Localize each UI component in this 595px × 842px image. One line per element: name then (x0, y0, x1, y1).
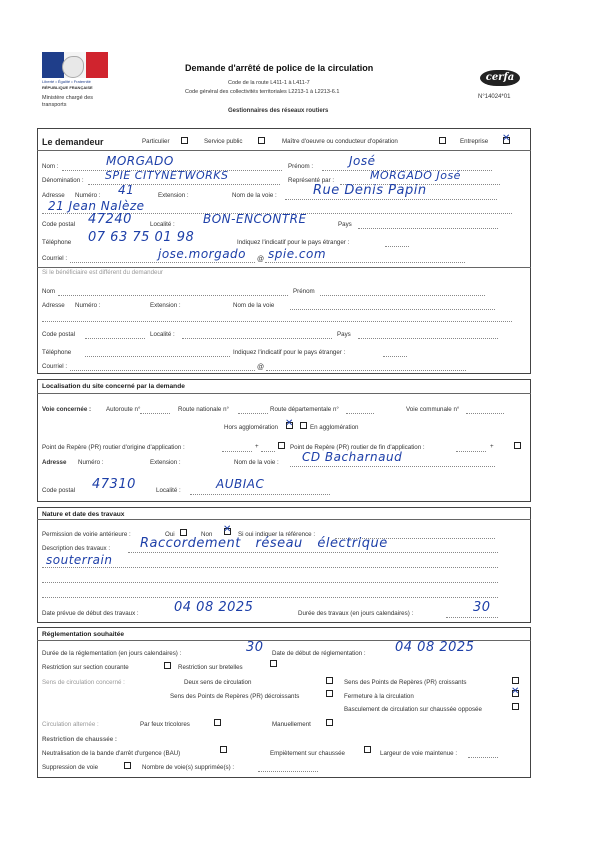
voie-communale-label: Voie communale n° (406, 406, 460, 413)
benef-numero-label: Numéro : (75, 302, 101, 309)
restriction-bretelles-label: Restriction sur bretelles (178, 664, 243, 671)
type-entreprise-checkbox[interactable] (503, 137, 510, 144)
duree-reglementation-value[interactable]: 30 (246, 640, 264, 655)
adresse-suite-value[interactable]: 21 Jean Nalèze (48, 199, 145, 213)
adresse-label: Adresse (42, 192, 65, 199)
tel-label: Téléphone (42, 239, 72, 246)
nom-label: Nom : (42, 163, 59, 170)
loc-cp-value[interactable]: 47310 (92, 477, 136, 492)
fermeture-label: Fermeture à la circulation (344, 693, 414, 700)
loc-localite-value[interactable]: AUBIAC (216, 477, 265, 491)
denomination-label: Dénomination : (42, 177, 84, 184)
duree-travaux-value[interactable]: 30 (473, 600, 491, 615)
pr-decroissants-label: Sens des Points de Repères (PR) décroissants (170, 693, 300, 700)
email-user-value[interactable]: jose.morgado (158, 247, 247, 261)
indicatif-label: Indiquez l'indicatif pour le pays étranger : (237, 239, 350, 246)
loc-adresse-label: Adresse (42, 459, 67, 466)
type-particulier-label: Particulier (142, 138, 170, 145)
benef-nom-label: Nom (42, 288, 56, 295)
description-value-1[interactable]: Raccordement réseau électrique (140, 536, 388, 551)
benef-courriel-label: Courriel : (42, 363, 68, 370)
marianne-logo (42, 52, 108, 78)
deux-sens-label: Deux sens de circulation (184, 679, 252, 686)
localite-value[interactable]: BON-ENCONTRE (203, 212, 307, 226)
restriction-bretelles-checkbox[interactable] (270, 660, 277, 667)
pr-origine-plus: + (255, 443, 259, 450)
cerfa-number: N°14024*01 (478, 94, 511, 100)
nom-value[interactable]: MORGADO (106, 154, 174, 168)
benef-extension-label: Extension : (150, 302, 181, 309)
restriction-chaussee-label: Restriction de chaussée : (42, 736, 117, 743)
benef-pays-label: Pays (337, 331, 351, 338)
pr-decroissants-checkbox[interactable] (326, 690, 333, 697)
ministry-label: Ministère chargé des transports (42, 95, 94, 109)
fermeture-checkbox[interactable] (512, 690, 519, 697)
benef-at-label: @ (257, 364, 265, 371)
en-agglo-checkbox[interactable] (300, 422, 307, 429)
en-agglo-label: En agglomération (310, 424, 359, 431)
date-reglementation-value[interactable]: 04 08 2025 (395, 640, 475, 655)
permission-non-label: Non (201, 531, 213, 538)
prenom-label: Prénom : (288, 163, 314, 170)
pr-fin-plus: + (490, 443, 494, 450)
manuellement-label: Manuellement (272, 721, 311, 728)
at-label: @ (257, 256, 265, 263)
feux-checkbox[interactable] (214, 719, 221, 726)
denomination-value[interactable]: SPIE CITYNETWORKS (105, 169, 229, 182)
type-particulier-checkbox[interactable] (181, 137, 188, 144)
description-label: Description des travaux : (42, 545, 111, 552)
type-entreprise-label: Entreprise (460, 138, 489, 145)
loc-extension-label: Extension : (150, 459, 181, 466)
date-reglementation-label: Date de début de réglementation : (272, 650, 366, 657)
benef-indicatif-label: Indiquez l'indicatif pour le pays étranger : (233, 349, 346, 356)
pays-label: Pays (338, 221, 352, 228)
pr-croissants-label: Sens des Points de Repères (PR) croissants (344, 679, 467, 686)
hors-agglo-label: Hors agglomération (224, 424, 278, 431)
route-nationale-label: Route nationale n° (178, 406, 229, 413)
cp-value[interactable]: 47240 (88, 212, 132, 227)
route-departementale-label: Route départementale n° (270, 406, 339, 413)
date-debut-travaux-label: Date prévue de début des travaux : (42, 610, 139, 617)
deux-sens-checkbox[interactable] (326, 677, 333, 684)
type-maitre-oeuvre-checkbox[interactable] (439, 137, 446, 144)
empietement-checkbox[interactable] (364, 746, 371, 753)
restriction-courante-label: Restriction sur section courante (42, 664, 129, 671)
email-domain-value[interactable]: spie.com (268, 247, 327, 261)
demandeur-title: Le demandeur (42, 137, 104, 147)
largeur-label: Largeur de voie maintenue : (380, 750, 458, 757)
pr-origine-label: Point de Repère (PR) routier d'origine d'application : (42, 444, 185, 451)
duree-reglementation-label: Durée de la réglementation (en jours calendaires) : (42, 650, 182, 657)
cp-label: Code postal (42, 221, 76, 228)
represente-label: Représenté par : (288, 177, 335, 184)
loc-numero-label: Numéro : (78, 459, 104, 466)
benef-localite-label: Localité : (150, 331, 175, 338)
suppression-checkbox[interactable] (124, 762, 131, 769)
loc-voie-label: Nom de la voie : (234, 459, 279, 466)
empietement-label: Empiètement sur chaussée (270, 750, 345, 757)
description-value-2[interactable]: souterrain (46, 553, 113, 567)
form-subtitle: Gestionnaires des réseaux routiers (228, 108, 329, 114)
type-service-public-label: Service public (204, 138, 243, 145)
benef-tel-label: Téléphone (42, 349, 72, 356)
pr-croissants-checkbox[interactable] (512, 677, 519, 684)
sens-label: Sens de circulation concerné : (42, 679, 125, 686)
permission-oui-label: Oui (165, 531, 175, 538)
localisation-title: Localisation du site concerné par la demande (42, 383, 185, 390)
pr-origine-checkbox[interactable] (278, 442, 285, 449)
reference-label: Si oui indiquer la référence : (238, 531, 316, 538)
benef-cp-label: Code postal (42, 331, 76, 338)
voie-label: Nom de la voie : (232, 192, 277, 199)
basculement-checkbox[interactable] (512, 703, 519, 710)
type-service-public-checkbox[interactable] (258, 137, 265, 144)
hors-agglo-checkbox[interactable] (286, 422, 293, 429)
marianne-motto: Liberté • Égalité • Fraternité (42, 79, 91, 84)
numero-value[interactable]: 41 (118, 183, 135, 197)
prenom-value[interactable]: José (349, 154, 376, 168)
permission-label: Permission de voirie antérieure : (42, 531, 131, 538)
restriction-courante-checkbox[interactable] (164, 662, 171, 669)
courriel-label: Courriel : (42, 255, 68, 262)
reglementation-title: Réglementation souhaitée (42, 631, 125, 638)
basculement-label: Basculement de circulation sur chaussée opposée (344, 706, 482, 713)
cerfa-logo: cerfa (480, 70, 520, 86)
benef-voie-label: Nom de la voie (233, 302, 275, 309)
code-route: Code de la route L411-1 à L411-7 (228, 80, 310, 86)
benef-adresse-label: Adresse (42, 302, 65, 309)
permission-non-checkbox[interactable] (224, 528, 231, 535)
pr-fin-checkbox[interactable] (514, 442, 521, 449)
extension-label: Extension : (158, 192, 189, 199)
nombre-label: Nombre de voie(s) supprimée(s) : (142, 764, 235, 771)
numero-label: Numéro : (75, 192, 101, 199)
beneficiaire-title: Si le bénéficiaire est différent du demandeur (42, 269, 163, 276)
duree-travaux-label: Durée des travaux (en jours calendaires) : (298, 610, 414, 617)
neutralisation-label: Neutralisation de la bande d'arrêt d'urgence (BAU) (42, 750, 181, 757)
type-maitre-oeuvre-label: Maître d'oeuvre ou conducteur d'opération (282, 138, 398, 145)
form-title: Demande d'arrêté de police de la circulation (185, 63, 374, 73)
loc-cp-label: Code postal (42, 487, 76, 494)
represente-value[interactable]: MORGADO José (370, 169, 461, 182)
benef-prenom-label: Prénom (293, 288, 315, 295)
manuellement-checkbox[interactable] (326, 719, 333, 726)
localite-label: Localité : (150, 221, 175, 228)
loc-localite-label: Localité : (156, 487, 181, 494)
suppression-label: Suppression de voie (42, 764, 99, 771)
code-collectivites: Code général des collectivités territoriales L2213-1 à L2213-6.1 (185, 89, 340, 95)
voie-concernee-label: Voie concernée : (42, 406, 92, 413)
date-debut-travaux-value[interactable]: 04 08 2025 (174, 600, 254, 615)
loc-voie-value[interactable]: CD Bacharnaud (302, 450, 403, 464)
pr-fin-label: Point de Repère (PR) routier de fin d'application : (290, 444, 425, 451)
travaux-title: Nature et date des travaux (42, 511, 125, 518)
tel-value[interactable]: 07 63 75 01 98 (88, 230, 195, 245)
neutralisation-checkbox[interactable] (220, 746, 227, 753)
republic-label: RÉPUBLIQUE FRANÇAISE (42, 85, 93, 90)
alternee-label: Circulation alternée : (42, 721, 99, 728)
permission-oui-checkbox[interactable] (180, 529, 187, 536)
voie-value[interactable]: Rue Denis Papin (313, 183, 427, 198)
feux-label: Par feux tricolores (140, 721, 190, 728)
autoroute-label: Autoroute n° (106, 406, 141, 413)
